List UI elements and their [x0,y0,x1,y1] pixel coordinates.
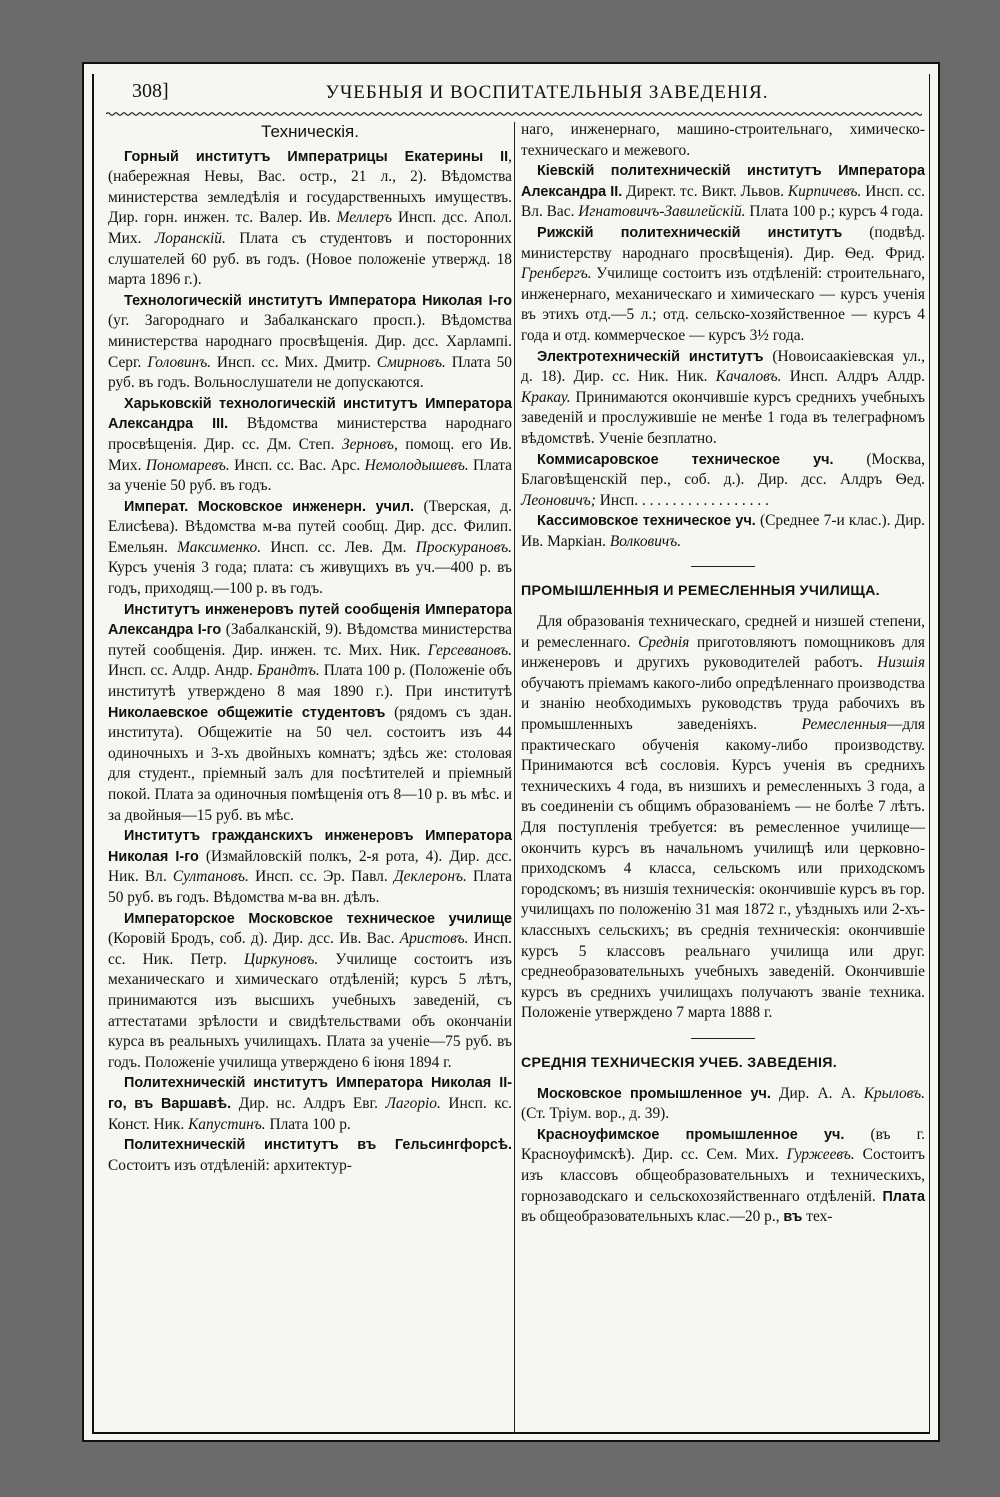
entry-paragraph [108,394,512,497]
person-name: Леоновичъ; [521,491,596,509]
entry-text: (Москва, Благовѣщенскій пер., соб. д.). Дир. дсс. Алдръ Ѳед. [521,450,925,489]
entry-paragraph [108,826,512,908]
entry-text: Состоитъ изъ отдѣленій: архитектур- [108,1156,352,1174]
entry-text: (уг. Загороднаго и Забалканскаго просп.). Вѣдомства министерства народнаго просвѣщенія. Дир. дсс. Харлампі. Серг. [108,312,512,371]
person-name: Игнатовичъ-Завилейскій. [578,203,746,221]
entry-text: приготовляютъ помощниковъ для инженеровъ и другихъ руководителей работъ. [521,633,925,672]
entry-paragraph [108,291,512,394]
running-title: УЧЕБНЫЯ И ВОСПИТАТЕЛЬНЫЯ ЗАВЕДЕНІЯ. [325,82,769,103]
entry-text: Для образованія техническаго, средней и низшей степени, и ремесленнаго. [521,613,925,651]
person-name: Максименко. [177,538,262,556]
entry-text: Инсп. сс. Эр. Павл. [248,868,394,886]
entry-text: Плата съ студентовъ и посторонних слушателей 60 руб. въ годъ. (Новое положеніе утвержд. 18 марта 1896 г.). [108,229,513,289]
person-name: Кирпичевъ. [787,182,862,200]
entry-text: (Коровій Бродъ, соб. д). Дир. дсс. Ив. Вас. [108,930,400,948]
entry-text: Училище состоитъ изъ механическаго и химическаго отдѣленій; курсъ 5 лѣтъ, принимаются изъ высшихъ учебныхъ заведеній, съ аттестатами зрѣлости и свидѣтельствами объ окончаніи курса въ реальныхъ училищахъ. Плата за ученіе—75 руб. въ годъ. Положеніе училища утверждено 6 іюня 1894 г. [108,950,512,1071]
entry-text: Принимаются окончившіе курсъ среднихъ учебныхъ заведеній и прослужившіе не менѣе 1 года въ телеграфномъ вѣдомствѣ. Ученіе безплатно. [521,388,925,447]
entry-text: Плата за ученіе 50 руб. въ годъ. [108,456,513,495]
entry-text: Плата 50 руб. въ годъ. Вѣдомства м-ва вн. дѣлъ. [108,868,512,906]
person-name: Кракау. [521,388,571,406]
entry-name: Технологическій институтъ Императора Николая I-го [124,292,512,309]
entry-text: Инсп. сс. Ник. Петр. [108,930,512,968]
entry-name: Политехническій институтъ Императора Николая II-го, въ Варшавѣ. [108,1075,512,1112]
person-name: Крыловъ. [863,1084,925,1102]
right-column [521,120,925,1228]
entry-text: Плата 50 руб. въ годъ. Вольнослушатели не допускаются. [108,353,512,392]
secondary-entries [521,1084,925,1228]
entry-text: Плата 100 р. (Положеніе объ институтѣ утверждено 8 мая 1890 г.). При институтѣ [108,662,512,701]
person-name: Капустинъ. [188,1115,266,1133]
entry-name: Рижскій политехническій институтъ [537,224,843,241]
entry-paragraph [108,600,512,827]
entry-paragraph [521,223,925,347]
person-name: Аристовъ. [399,930,469,948]
entry-text: Училище состоитъ изъ отдѣленій: строительнаго, инженернаго, механическаго и химическаго — курсъ ученія въ этихъ отд.—5 л.; отд. сельско-хозяйственное — курсъ 4 года и отд. коммерческое — курсъ 3½ года. [521,265,925,344]
person-name: Меллеръ [336,209,392,227]
entry-paragraph [521,161,925,223]
person-name: Лоранскій. [154,229,226,247]
person-name: Немолодышевъ. [364,456,469,474]
page-header [116,78,918,108]
short-rule [691,1038,755,1039]
entry-name: Коммисаровское техническое уч. [537,451,834,468]
entry-text: (Ст. Тріум. вор., д. 39). [521,1105,670,1123]
person-name: Деклеронъ. [393,868,467,886]
section-title-technical: Техническія. [261,122,359,141]
entry-text: Инсп. сс. Лев. Дм. [261,538,416,556]
entry-text: (рядомъ съ здан. института). Общежитіе на 50 чел. состоитъ изъ 44 одиночныхъ и 3-хъ двойныхъ комнатъ; здѣсь же: столовая для студент., пріемный залъ для посѣтителей и пріемный покой. Плата за одиночныя помѣщенія отъ 8—10 р. въ мѣс. и за двойныя—15 руб. въ мѣс. [108,703,512,824]
entry-text: Инсп. Алдръ Алдр. [781,368,925,386]
entry-paragraph [108,1135,512,1176]
entry-text: Вѣдомства министерства народнаго просвѣщенія. Дир. сс. Дм. Степ. [108,415,512,453]
entry-name: Николаевское общежитіе студентовъ [108,704,386,721]
entry-text: Дир. нс. Алдръ Евг. [231,1094,386,1112]
entry-name: Кассимовское техническое уч. [537,513,756,530]
person-name: Смирновъ. [376,353,446,371]
entry-name: Императорское Московское техническое училище [124,910,512,927]
entry-paragraph [108,909,512,1074]
entry-name: Электротехническій институтъ [537,348,764,365]
entry-text: Курсъ ученія 3 года; плата: съ живущихъ въ уч.—400 р. въ годъ, приходящ.—100 р. въ годъ. [108,559,512,598]
person-name: Лагоріо. [385,1094,441,1112]
entry-paragraph [521,347,925,450]
entry-text: Плата 100 р.; курсъ 4 года. [745,203,924,221]
entry-name: Московское промышленное уч. [537,1085,771,1102]
entry-text: Инсп. сс. Вл. Вас. [521,182,925,221]
entry-text: Состоитъ изъ классовъ общеобразовательныхъ и техническихъ, горнозаводскаго и сельскохозяйственнаго отдѣленій. [521,1146,925,1205]
entry-text: тех- [802,1208,833,1226]
entry-text: Директ. тс. Викт. Львов. [622,182,788,200]
entry-text: Плата 100 р. [265,1115,351,1133]
entry-name: Красноуфимское промышленное уч. [537,1126,845,1143]
wavy-divider [106,110,922,118]
section-title-industrial: ПРОМЫШЛЕННЫЯ И РЕМЕСЛЕННЫЯ УЧИЛИЩА. [521,583,880,600]
entry-paragraph [108,1073,512,1135]
entry-text: Инсп. . . . . . . . . . . . . . . . . . [595,491,769,509]
entry-name: Горный институтъ Императрицы Екатерины II [124,148,509,165]
person-name: Брандтъ. [256,662,320,680]
entry-text: помощ. его Ив. Мих. [108,435,513,474]
person-name: Зерновъ, [342,435,398,453]
entry-text: (Забалканскій, 9). Вѣдомства министерства путей сообщенія. Дир. инжен. тс. Мих. Ник. [108,621,513,659]
column-divider [514,122,515,1434]
entry-text: Инсп. дсс. Апол. Мих. [108,209,512,247]
entry-name: Императ. Московское инженерн. учил. [124,498,414,515]
entry-paragraph [521,450,925,512]
entry-text: (Среднее 7-и клас.). Дир. Ив. Маркіан. [521,512,926,550]
right-entries [521,161,925,552]
entry-text: (Измайловскій полкъ, 2-я рота, 4). Дир. дсс. Ник. Вл. [108,847,512,886]
person-name: Головинъ. [147,353,212,371]
entry-text: (подвѣд. министерству народнаго просвѣщенія). Дир. Ѳед. Фрид. [521,223,925,262]
entry-text: обучаютъ пріемамъ какого-либо опредѣленнаго производства и знанію необходимыхъ руководствъ труда рабочихъ въ промышленныхъ заведеніяхъ. [521,674,925,734]
person-name: Пономаревъ. [145,456,230,474]
person-name: Герсевановъ. [427,641,512,659]
entry-name: въ [783,1209,803,1226]
entry-name: Институтъ инженеровъ путей сообщенія Императора Александра I-го [108,601,512,639]
entry-name: Институтъ гражданскихъ инженеровъ Императора Николая I-го [108,828,512,865]
entry-text: (Тверская, д. Елисѣева). Вѣдомства м-ва путей сообщ. Дир. дсс. Филип. Емельян. [108,497,512,556]
person-name: Качаловъ. [715,368,782,386]
person-name: Султановъ. [172,868,249,886]
entry-name: Политехническій институтъ въ Гельсингфорсѣ. [124,1137,512,1154]
person-name: Среднія [638,633,690,651]
left-column [108,120,512,1176]
short-rule [691,566,755,567]
entry-paragraph [108,497,512,600]
person-name: Низшія [877,654,925,672]
entry-text: (Новоисаакіевская ул., д. 18). Дир. сс. Ник. Ник. [521,347,925,386]
entry-name: Кіевскій политехническій институтъ Императора Александра II. [521,163,925,200]
entry-text: Инсп. сс. Мих. Дмитр. [211,353,377,371]
entry-paragraph [521,511,925,552]
person-name: Гуржеевъ. [786,1146,855,1164]
entry-paragraph [108,147,512,291]
entry-text: Дир. А. А. [770,1084,864,1102]
industrial-schools-text [521,612,925,1024]
book-page [82,62,940,1442]
person-name: Волковичъ. [609,532,682,550]
entry-text: Инсп. кс. Конст. Ник. [108,1094,512,1133]
entry-paragraph [521,1084,925,1125]
continuation-text: наго, инженернаго, машино-строительнаго, химическо-техническаго и межевого. [521,121,925,159]
entry-name: Плата [882,1188,925,1205]
person-name: Циркуновъ. [244,950,319,968]
entry-text: (въ г. Красноуфимскѣ). Дир. сс. Сем. Мих. [521,1125,925,1164]
entry-text: Инсп. сс. Вас. Арс. [229,456,365,474]
page-number: 308] [132,80,169,102]
person-name: Ремесленныя [801,716,888,734]
person-name: Гренбергъ. [521,265,592,283]
entry-paragraph [521,1125,925,1228]
entry-text: въ общеобразовательныхъ клас.—20 р., [521,1208,784,1226]
entry-name: Харьковскій технологическій институтъ Императора Александра III. [108,395,512,433]
entry-text: Инсп. сс. Алдр. Андр. [108,662,257,680]
person-name: Проскурановъ. [415,538,512,556]
section-title-secondary: СРЕДНІЯ ТЕХНИЧЕСКІЯ УЧЕБ. ЗАВЕДЕНІЯ. [521,1054,837,1071]
entry-text: , (набережная Невы, Вас. остр., 21 л., 2). Вѣдомства министерства земледѣлія и государственныхъ имуществъ. Дир. горн. инжен. тс. Валер. Ив. [108,147,512,227]
left-entries [108,147,512,1177]
entry-text: —для практическаго обученія какому-либо производству. Принимаются всѣ сословія. Курсъ ученія въ среднихъ техническихъ 4 года, въ низшихъ и ремесленныхъ 3 года, а въ соединеніи съ общимъ образованіемъ — не болѣе 7 лѣтъ. Для поступленія требуется: въ ремесленное училище—окончить курсъ въ начальномъ училищѣ или церковно-приходскомъ 4 класса, сельскомъ или приходскомъ городскомъ; въ низшія техническія: окончившіе курсъ въ гор. училищахъ по положенію 31 мая 1872 г., уѣздныхъ или 2-хъ-классныхъ сельскихъ; въ среднія техническія: окончившіе курсъ 5 классовъ реальнаго училища или друг. среднеобразовательныхъ учебныхъ заведеній. Окончившіе курсъ въ среднихъ училищахъ получаютъ званіе техника. Положеніе утверждено 7 марта 1888 г. [521,716,925,1022]
